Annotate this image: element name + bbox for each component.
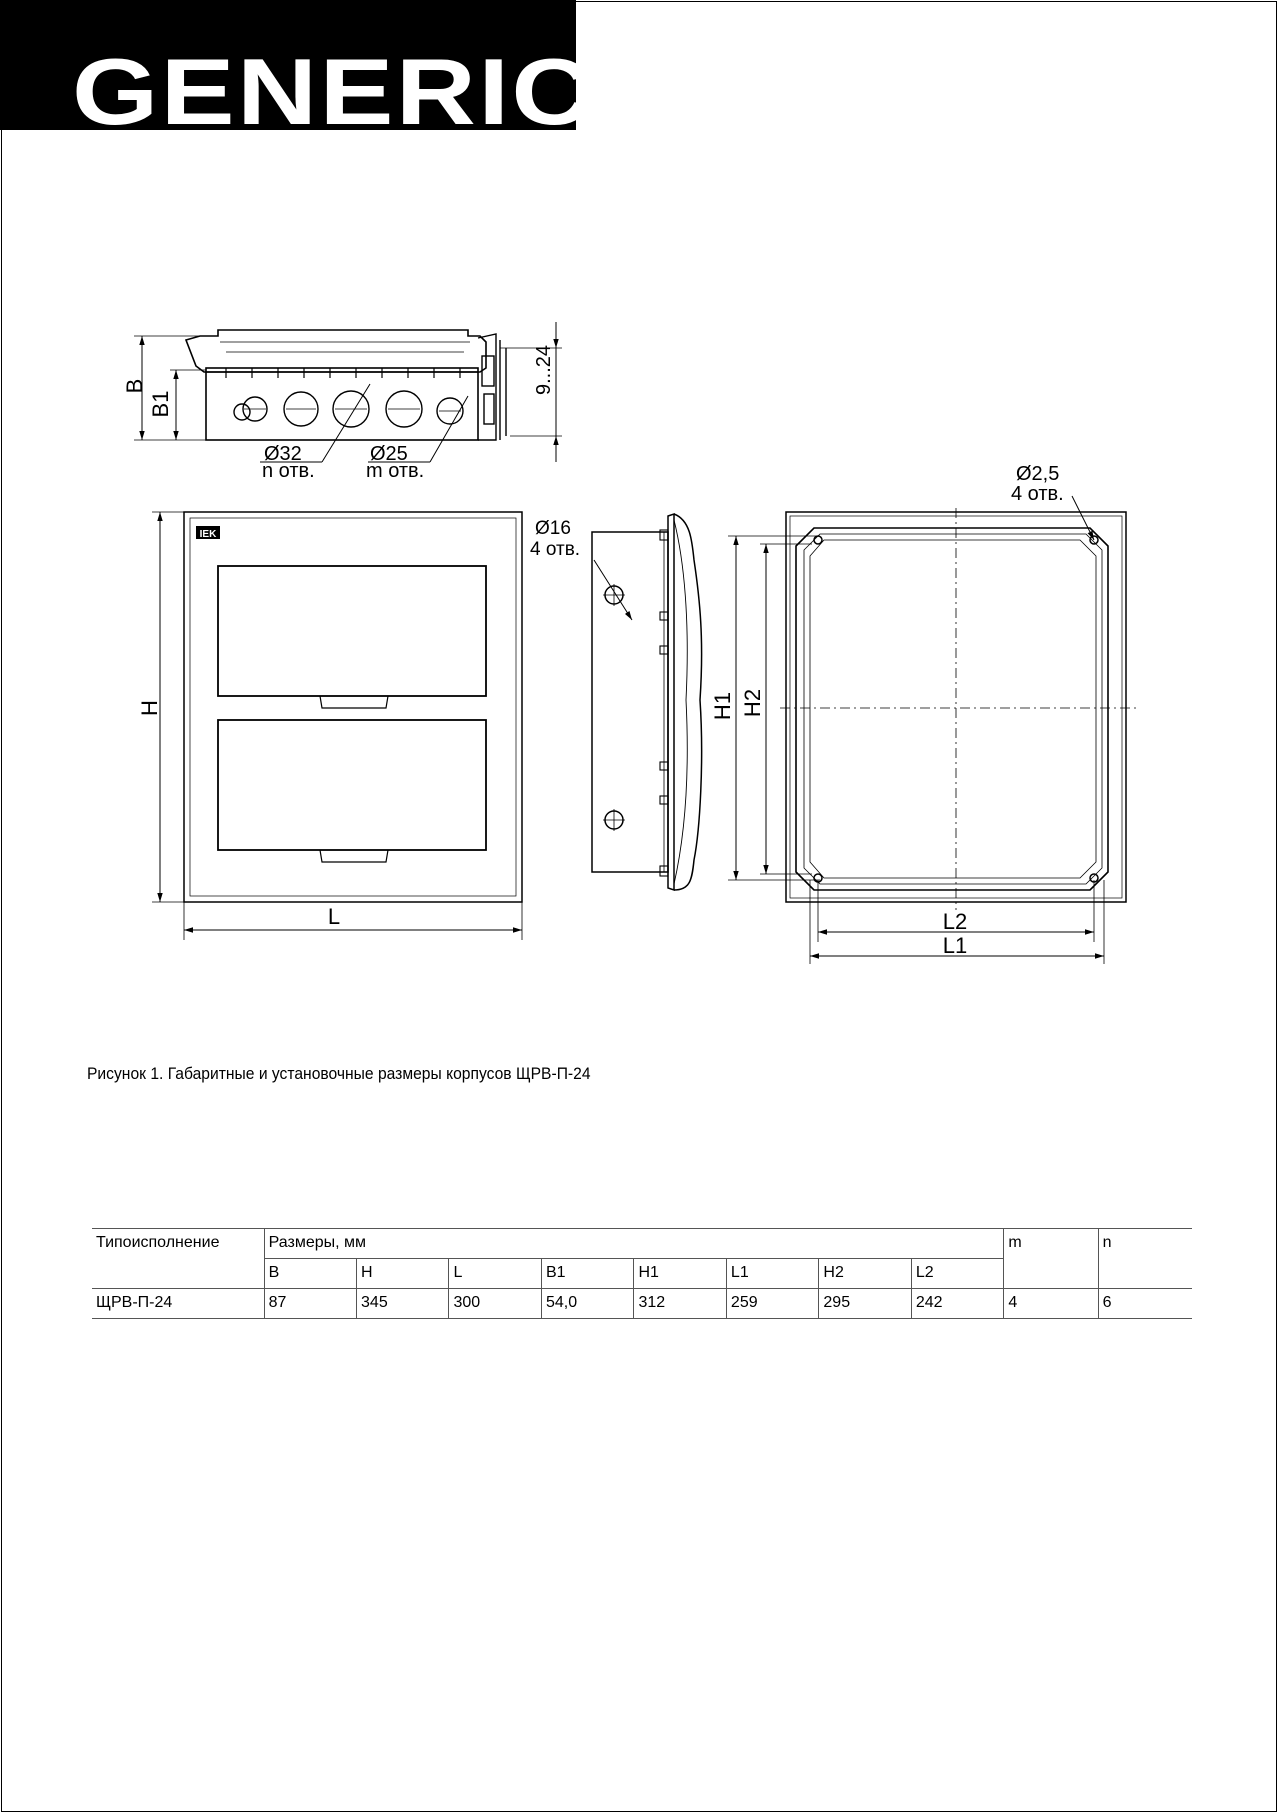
dim-label-9-24: 9...24 bbox=[533, 344, 555, 396]
hole-d32-count: n отв. bbox=[262, 460, 315, 482]
dim-label-L: L bbox=[327, 904, 341, 929]
hole-d25-count: m отв. bbox=[366, 460, 425, 482]
dim-label-B1: B1 bbox=[148, 390, 173, 418]
cell-m: 4 bbox=[1004, 1289, 1098, 1319]
dim-label-H1: H1 bbox=[710, 691, 735, 721]
subheader-H2: H2 bbox=[819, 1259, 911, 1289]
cell-B1: 54,0 bbox=[541, 1289, 634, 1319]
dim-label-L2: L2 bbox=[942, 909, 968, 934]
top-view bbox=[134, 322, 562, 462]
subheader-B1: B1 bbox=[541, 1259, 634, 1289]
dim-label-B: B bbox=[122, 378, 147, 394]
cell-L: 300 bbox=[449, 1289, 541, 1319]
figure-caption: Рисунок 1. Габаритные и установочные размеры корпусов ЩРВ-П-24 bbox=[87, 1064, 591, 1083]
cell-H: 345 bbox=[357, 1289, 449, 1319]
cell-n: 6 bbox=[1098, 1289, 1192, 1319]
cell-H1: 312 bbox=[634, 1289, 726, 1319]
dimensions-table bbox=[92, 1228, 1192, 1319]
hole-d25-label: Ø25 bbox=[370, 443, 408, 465]
subheader-m-empty bbox=[1004, 1259, 1098, 1289]
header-m: m bbox=[1004, 1229, 1098, 1259]
cell-H2: 295 bbox=[819, 1289, 911, 1319]
subheader-empty bbox=[92, 1259, 264, 1289]
rear-view bbox=[728, 496, 1140, 964]
subheader-B: B bbox=[264, 1259, 356, 1289]
dim-label-H2: H2 bbox=[740, 688, 765, 718]
header-n: n bbox=[1098, 1229, 1192, 1259]
side-view bbox=[592, 514, 702, 890]
subheader-L1: L1 bbox=[726, 1259, 818, 1289]
iek-badge-text: IEK bbox=[199, 529, 217, 540]
brand-logo-text: GENERICA bbox=[72, 39, 677, 144]
hole-d16-label: Ø16 bbox=[535, 518, 571, 539]
hole-d2-5-count: 4 отв. bbox=[1011, 483, 1064, 505]
hole-d2-5-label: Ø2,5 bbox=[1016, 463, 1060, 485]
subheader-L: L bbox=[449, 1259, 541, 1289]
front-view bbox=[152, 512, 522, 940]
dim-label-H: H bbox=[137, 700, 162, 716]
table-row bbox=[92, 1289, 1192, 1319]
cell-L2: 242 bbox=[911, 1289, 1003, 1319]
dim-label-L1: L1 bbox=[942, 933, 968, 958]
header-sizes: Размеры, мм bbox=[264, 1229, 1004, 1259]
subheader-n-empty bbox=[1098, 1259, 1192, 1289]
subheader-L2: L2 bbox=[911, 1259, 1003, 1289]
subheader-H: H bbox=[357, 1259, 449, 1289]
subheader-H1: H1 bbox=[634, 1259, 726, 1289]
cell-L1: 259 bbox=[726, 1289, 818, 1319]
table-subheader-row bbox=[92, 1259, 1192, 1289]
header-type: Типоисполнение bbox=[92, 1229, 264, 1259]
cell-type: ЩРВ-П-24 bbox=[92, 1289, 264, 1319]
table-header-row bbox=[92, 1229, 1192, 1259]
hole-d16-count: 4 отв. bbox=[530, 539, 581, 560]
hole-d32-label: Ø32 bbox=[264, 443, 302, 465]
cell-B: 87 bbox=[264, 1289, 356, 1319]
